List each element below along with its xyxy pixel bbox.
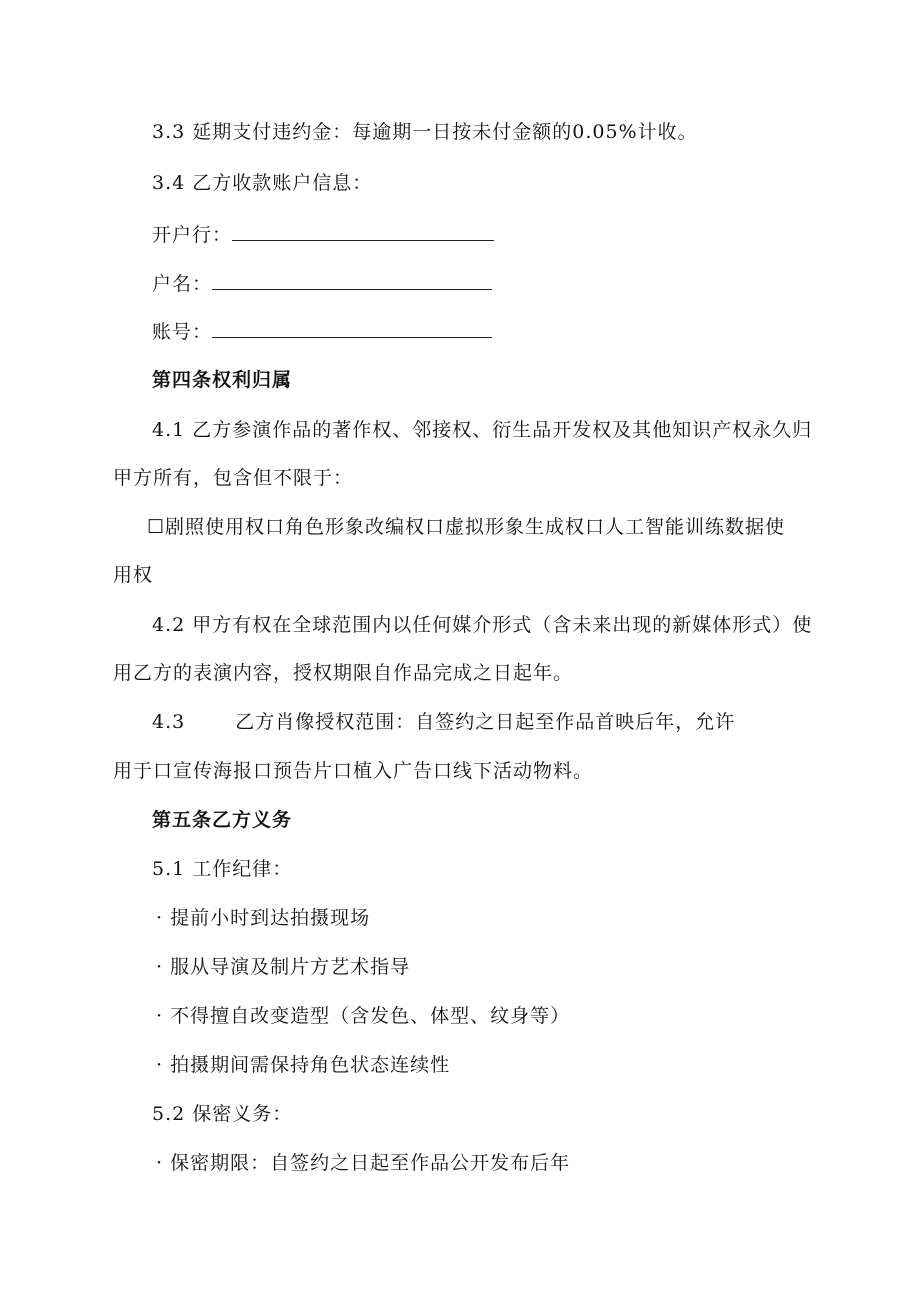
account-name-field xyxy=(152,270,492,296)
clause-4-2-line1: 4.2 甲方有权在全球范围内以任何媒介形式（含未来出现的新媒体形式）使 xyxy=(152,614,813,636)
duty-item-appearance: · 不得擅自改变造型（含发色、体型、纹身等） xyxy=(156,1005,571,1027)
clause-4-1-line2: 甲方所有，包含但不限于： xyxy=(113,467,354,489)
rights-options-line1: ☐剧照使用权口角色形象改编权口虚拟形象生成权口人工智能训练数据使 xyxy=(147,516,786,538)
clause-3-3: 3.3 延期支付违约金：每逾期一日按未付金额的0.05%计收。 xyxy=(152,121,698,143)
clause-4-3-number: 4.3 xyxy=(152,711,186,733)
account-name-label: 户名： xyxy=(152,273,213,295)
clause-5-2: 5.2 保密义务： xyxy=(152,1103,293,1125)
duty-item-arrival: · 提前小时到达拍摄现场 xyxy=(156,907,371,929)
clause-4-3-line2: 用于口宣传海报口预告片口植入广告口线下活动物料。 xyxy=(113,760,594,782)
rights-options-line2: 用权 xyxy=(113,564,154,586)
account-name-blank xyxy=(212,270,492,290)
duty-item-direction: · 服从导演及制片方艺术指导 xyxy=(156,956,411,978)
bank-label: 开户行： xyxy=(152,224,233,246)
account-number-blank xyxy=(212,318,492,338)
clause-4-1-line1: 4.1 乙方参演作品的著作权、邻接权、衍生品开发权及其他知识产权永久归 xyxy=(152,419,813,441)
clause-4-3-text: 乙方肖像授权范围：自签约之日起至作品首映后年，允许 xyxy=(235,711,736,733)
clause-4-3-line1 xyxy=(152,710,735,734)
clause-3-4: 3.4 乙方收款账户信息： xyxy=(152,172,373,194)
duty-item-continuity: · 拍摄期间需保持角色状态连续性 xyxy=(156,1054,451,1076)
account-number-field xyxy=(152,318,492,344)
bank-blank xyxy=(232,221,494,241)
clause-5-1: 5.1 工作纪律： xyxy=(152,858,293,880)
article-4-heading: 第四条权利归属 xyxy=(152,369,293,391)
article-5-heading: 第五条乙方义务 xyxy=(152,809,293,831)
clause-4-2-line2: 用乙方的表演内容，授权期限自作品完成之日起年。 xyxy=(113,662,574,684)
confidentiality-term: · 保密期限：自签约之日起至作品公开发布后年 xyxy=(156,1152,571,1174)
account-number-label: 账号： xyxy=(152,321,213,343)
bank-field xyxy=(152,221,494,247)
